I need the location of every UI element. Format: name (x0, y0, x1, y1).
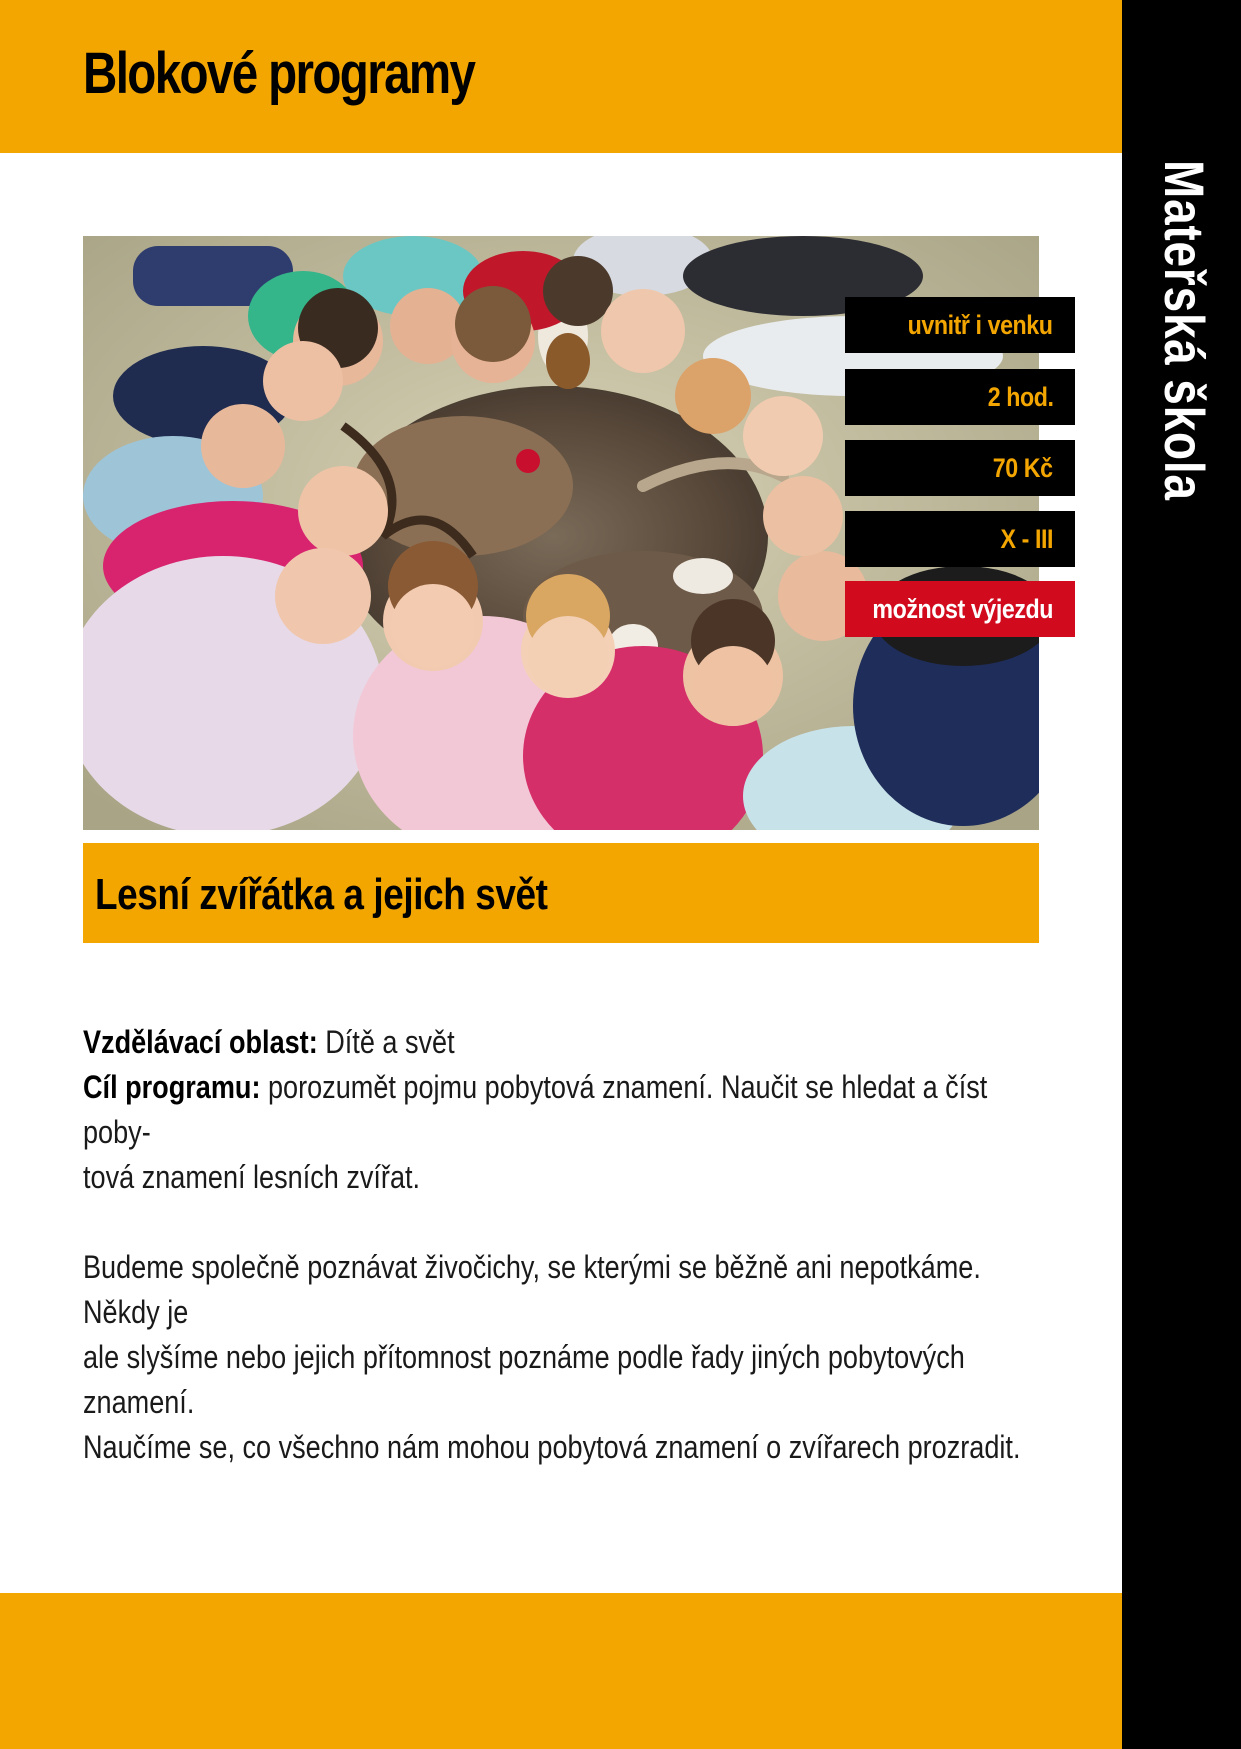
tag-duration (845, 369, 1075, 425)
area-label: Vzdělávací oblast: (83, 1024, 318, 1060)
program-description (83, 1020, 1039, 1470)
tag-outreach-label: možnost výjezdu (872, 593, 1053, 624)
tag-location (845, 297, 1075, 353)
tag-months-label: X - III (1000, 523, 1053, 554)
side-label: Mateřská škola (1153, 160, 1216, 501)
footer-bar (0, 1593, 1122, 1749)
tag-price-label: 70 Kč (993, 452, 1053, 483)
tag-location-label: uvnitř i venku (908, 309, 1053, 340)
page-title: Blokové programy (83, 41, 475, 106)
description-line3: Naučíme se, co všechno nám mohou pobytová znamení o zvířarech prozradit. (83, 1429, 1021, 1465)
description-line1: Budeme společně poznávat živočichy, se kterými se běžně ani nepotkáme. Někdy je (83, 1249, 981, 1330)
goal-value-line1: porozumět pojmu pobytová znamení. Naučit se hledat a číst poby- (83, 1069, 988, 1150)
area-value: Dítě a svět (317, 1024, 455, 1060)
program-title-bar (83, 843, 1039, 943)
goal-label: Cíl programu: (83, 1069, 261, 1105)
header-bar (0, 0, 1122, 153)
program-title: Lesní zvířátka a jejich svět (95, 870, 548, 919)
tag-duration-label: 2 hod. (987, 381, 1053, 412)
tag-months (845, 511, 1075, 567)
goal-value-line2: tová znamení lesních zvířat. (83, 1159, 421, 1195)
tag-outreach (845, 581, 1075, 637)
description-line2: ale slyšíme nebo jejich přítomnost poznáme podle řady jiných pobytových znamení. (83, 1339, 965, 1420)
tag-price (845, 440, 1075, 496)
